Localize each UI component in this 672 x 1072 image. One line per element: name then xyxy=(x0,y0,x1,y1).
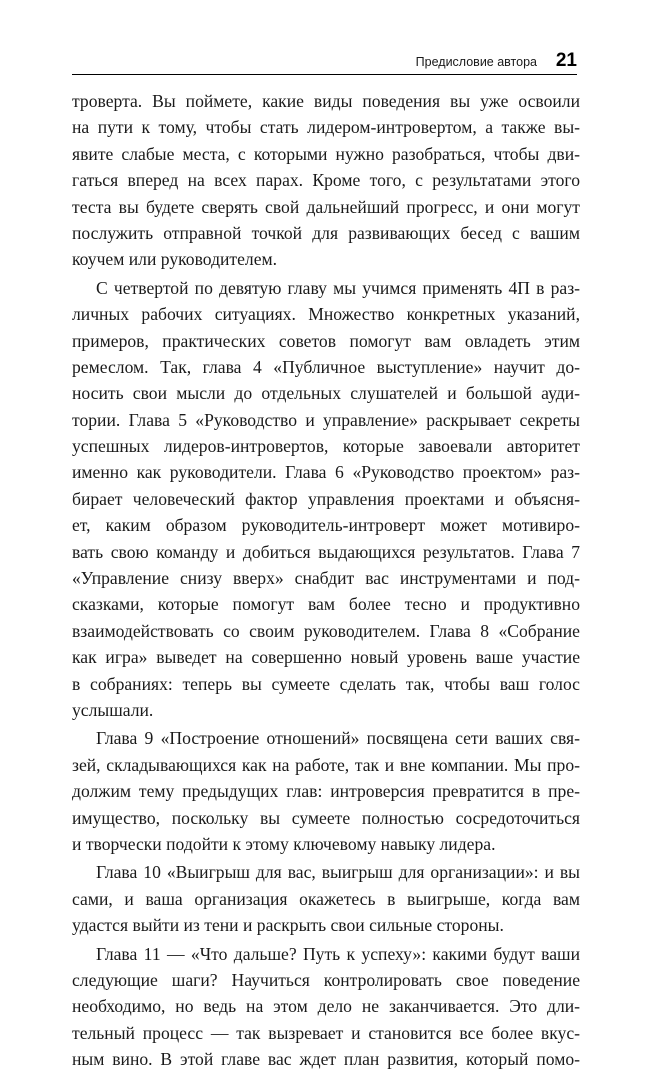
text-line: явите слабые места, с которыми нужно разобраться, чтобы дви- xyxy=(72,141,580,167)
text-line: теста вы будете сверять свой дальнейший прогресс, и они могут xyxy=(72,194,580,220)
text-line: имущество, поскольку вы сумеете полностью сосредоточиться xyxy=(72,805,580,831)
text-line: сами, и ваша организация окажетесь в выигрыше, когда вам xyxy=(72,886,580,912)
text-line: тории. Глава 5 «Руководство и управление» раскрывает секреты xyxy=(72,407,580,433)
text-line: и творчески подойти к этому ключевому навыку лидера. xyxy=(72,831,580,857)
text-line: взаимодействовать со своим руководителем. Глава 8 «Собрание xyxy=(72,618,580,644)
text-line: успешных лидеров-интровертов, которые завоевали авторитет xyxy=(72,433,580,459)
text-line: удастся выйти из тени и раскрыть свои сильные стороны. xyxy=(72,912,580,938)
text-line: С четвертой по девятую главу мы учимся применять 4П в раз- xyxy=(72,275,580,301)
text-line: примеров, практических советов помогут вам овладеть этим xyxy=(72,328,580,354)
text-line: именно как руководители. Глава 6 «Руководство проектом» раз- xyxy=(72,459,580,485)
page-body xyxy=(72,88,580,1072)
paragraph-5 xyxy=(72,941,580,1072)
text-line: Глава 10 «Выигрыш для вас, выигрыш для организации»: и вы xyxy=(72,859,580,885)
text-line: как игра» выведет на совершенно новый уровень ваше участие xyxy=(72,644,580,670)
text-line: следующие шаги? Научиться контролировать свое поведение xyxy=(72,967,580,993)
running-header xyxy=(72,52,577,75)
text-line: ет, каким образом руководитель-интроверт может мотивиро- xyxy=(72,512,580,538)
text-line: вать свою команду и добиться выдающихся результатов. Глава 7 xyxy=(72,539,580,565)
paragraph-1 xyxy=(72,88,580,273)
text-line: услышали. xyxy=(72,697,580,723)
text-line: ремеслом. Так, глава 4 «Публичное выступление» научит до- xyxy=(72,354,580,380)
text-line: тельный процесс — так вызревает и становится все более вкус- xyxy=(72,1020,580,1046)
running-head-title: Предисловие автора xyxy=(416,55,537,69)
paragraph-3 xyxy=(72,725,580,857)
text-line: в собраниях: теперь вы сумеете сделать так, чтобы ваш голос xyxy=(72,671,580,697)
text-line: Глава 9 «Построение отношений» посвящена сети ваших свя- xyxy=(72,725,580,751)
paragraph-2 xyxy=(72,275,580,724)
text-line: сказками, которые помогут вам более тесно и продуктивно xyxy=(72,591,580,617)
text-line: ным вино. В этой главе вас ждет план развития, который помо- xyxy=(72,1046,580,1072)
text-line: носить свои мысли до отдельных слушателей и большой ауди- xyxy=(72,380,580,406)
text-line: бирает человеческий фактор управления проектами и объясня- xyxy=(72,486,580,512)
text-line: послужить отправной точкой для развивающих бесед с вашим xyxy=(72,220,580,246)
text-line: зей, складывающихся как на работе, так и вне компании. Мы про- xyxy=(72,752,580,778)
text-line: необходимо, но ведь на этом дело не заканчивается. Это дли- xyxy=(72,993,580,1019)
text-line: должим тему предыдущих глав: интроверсия превратится в пре- xyxy=(72,778,580,804)
paragraph-4 xyxy=(72,859,580,938)
text-line: коучем или руководителем. xyxy=(72,246,580,272)
text-line: гаться вперед на всех парах. Кроме того, с результатами этого xyxy=(72,167,580,193)
text-line: Глава 11 — «Что дальше? Путь к успеху»: какими будут ваши xyxy=(72,941,580,967)
page-number: 21 xyxy=(556,50,577,72)
text-line: «Управление снизу вверх» снабдит вас инструментами и под- xyxy=(72,565,580,591)
text-line: троверта. Вы поймете, какие виды поведения вы уже освоили xyxy=(72,88,580,114)
text-line: на пути к тому, чтобы стать лидером-интровертом, а также вы- xyxy=(72,114,580,140)
text-line: личных рабочих ситуациях. Множество конкретных указаний, xyxy=(72,301,580,327)
